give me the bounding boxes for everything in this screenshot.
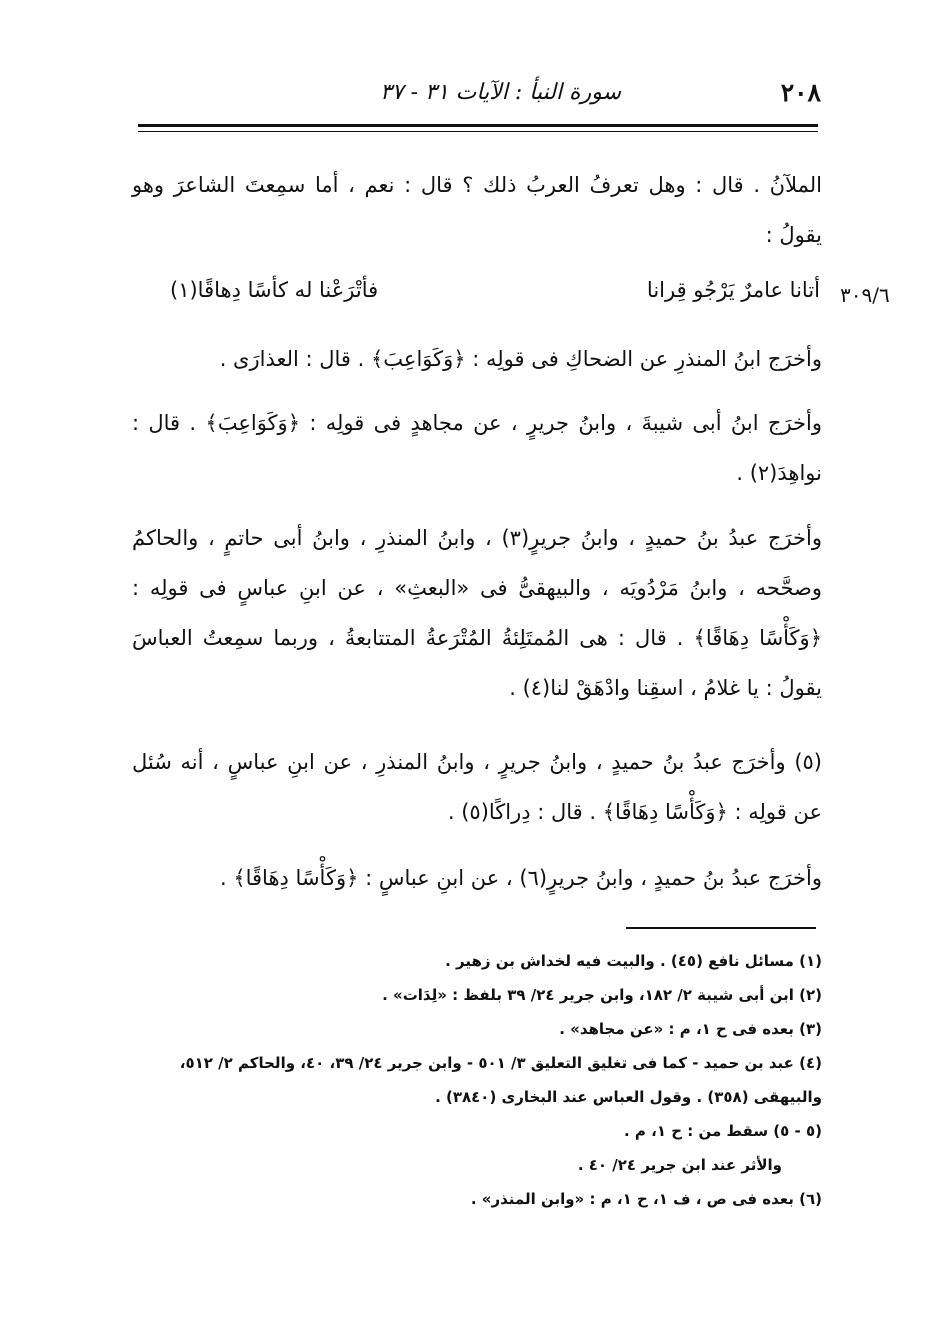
- footnote-6: (٦) بعده فى ص ، ف ١، ح ١، م : «وابن المنذر» .: [470, 1190, 822, 1208]
- header-rule-thick: [138, 124, 818, 127]
- paragraph-4: وأخرَج عبدُ بنُ حميدٍ ، وابنُ جريرٍ(٣) ، وابنُ المنذرِ ، وابنُ أبى حاتمٍ ، والحاكمُ وصحَّحه ، وابنُ مَرْدُويَه ، والبيهقىُّ فى «البعثِ» ، عن ابنِ عباسٍ فى قولِه : ﴿وَكَأْسًا دِهَاقًا﴾ . قال : هى المُمتَلِئةُ المُتْرَعةُ المتتابعةُ ، وربما سمِعتُ العباسَ يقولُ : يا غلامُ ، اسقِنا وادْهَقْ لنا(٤) .: [132, 526, 822, 700]
- footnotes: [132, 944, 822, 1216]
- footnote-5: (٥ - ٥) سقط من : ح ١، م .: [623, 1122, 822, 1140]
- footnote-4-continued: والبيهقى (٣٥٨) . وقول العباس عند البخارى (٣٨٤٠) .: [435, 1088, 822, 1106]
- verse-first-hemistich: أتانا عامرٌ يَرْجُو قِرانا: [646, 278, 820, 302]
- verse-second-hemistich: فأتْرَعْنا له كأسًا دِهاقًا(١): [170, 278, 379, 302]
- page-header: [135, 78, 821, 118]
- footnote-separator: [626, 927, 816, 929]
- paragraph-2: وأخرَج ابنُ المنذرِ عن الضحاكِ فى قولِه : ﴿وَكَوَاعِبَ﴾ . قال : العذارَى .: [219, 347, 822, 371]
- running-title: سورة النبأ : الآيات ٣١ - ٣٧: [379, 80, 621, 105]
- margin-reference: ٣٠٩/٦: [840, 283, 890, 307]
- footnote-2: (٢) ابن أبى شيبة ٢/ ١٨٢، وابن جرير ٢٤/ ٣٩ بلفظ : «لِدَات» .: [382, 986, 822, 1004]
- page-number: ٢٠٨: [780, 78, 821, 107]
- poetry-verse: [170, 270, 820, 320]
- paragraph-5: (٥) وأخرَج عبدُ بنُ حميدٍ ، وابنُ جريرٍ ، وابنُ المنذرِ ، عن ابنِ عباسٍ ، أنه سُئل عن قولِه : ﴿وَكَأْسًا دِهَاقًا﴾ . قال : دِراكًا(٥) .: [132, 750, 822, 824]
- paragraph-1: الملآنُ . قال : وهل تعرفُ العربُ ذلك ؟ قال : نعم ، أما سمِعتَ الشاعرَ وهو يقولُ :: [132, 173, 822, 247]
- footnote-5-continued: والأثر عند ابن جرير ٢٤/ ٤٠ .: [577, 1156, 782, 1174]
- footnote-1: (١) مسائل نافع (٤٥) . والبيت فيه لخداش بن زهير .: [445, 952, 822, 970]
- footnote-3: (٣) بعده فى ح ١، م : «عن مجاهد» .: [559, 1020, 822, 1038]
- paragraph-6: وأخرَج عبدُ بنُ حميدٍ ، وابنُ جريرٍ(٦) ، عن ابنِ عباسٍ : ﴿وَكَأْسًا دِهَاقًا﴾ .: [219, 866, 822, 890]
- header-rule-thin: [138, 131, 818, 132]
- paragraph-3: وأخرَج ابنُ أبى شيبةَ ، وابنُ جريرٍ ، عن مجاهدٍ فى قولِه : ﴿وَكَوَاعِبَ﴾ . قال : نواهِدَ(٢) .: [132, 411, 822, 485]
- footnote-4: (٤) عبد بن حميد - كما فى تغليق التعليق ٣/ ٥٠١ - وابن جرير ٢٤/ ٣٩، ٤٠، والحاكم ٢/ ٥١٢،: [179, 1054, 822, 1072]
